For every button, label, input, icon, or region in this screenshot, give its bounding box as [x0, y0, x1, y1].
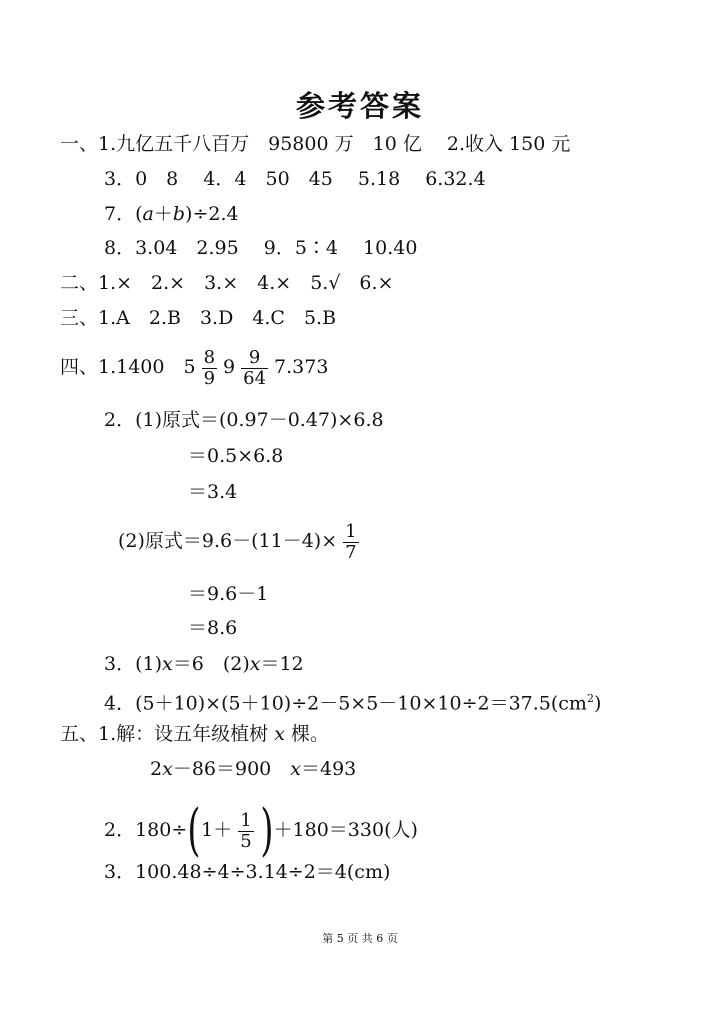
fraction-numerator: 9	[241, 348, 268, 369]
s5-line-3	[104, 798, 418, 863]
fraction-denominator: 5	[240, 830, 252, 852]
s5-line-2-e: ＝493	[300, 758, 357, 780]
s4-line-4-text: ＝3.4	[188, 481, 238, 503]
fraction-numerator: 1	[345, 520, 357, 542]
s5-line-1-a: 五、1.解：设五年级植树	[60, 723, 269, 745]
var-x: x	[162, 758, 173, 780]
left-paren: (	[187, 798, 201, 863]
s4-line-1-a: 四、1.1400 5	[60, 356, 196, 378]
s1-line-2	[104, 165, 486, 193]
s4-line-8-a: 3．(1)	[104, 653, 163, 675]
s4-line-6-text: ＝9.6－1	[188, 583, 269, 605]
s1-line-4	[104, 234, 417, 262]
page-footer: 第 5 页 共 6 页	[322, 932, 398, 945]
page-title: 参考答案	[295, 89, 424, 123]
fraction-denominator: 7	[345, 541, 357, 563]
s4-line-8	[104, 650, 304, 678]
s1-line-3	[104, 200, 239, 228]
s2-line-1	[60, 269, 393, 297]
s4-line-5	[118, 520, 365, 563]
s1-line-3-c: ＋	[153, 203, 173, 225]
s4-line-1-b: 9	[223, 356, 236, 378]
s3-line-1	[60, 304, 336, 332]
superscript: 2	[586, 692, 594, 705]
s4-line-1-c: 7.373	[274, 356, 329, 378]
s1-line-3-e: )÷2.4	[185, 203, 239, 225]
s4-line-8-e: ＝12	[260, 653, 304, 675]
s4-line-9-a: 4．(5＋10)×(5＋10)÷2－5×5－10×10÷2＝37.5(cm	[104, 692, 587, 715]
s1-line-1-text: 一、1.九亿五千八百万 95800 万 10 亿 2.收入 150 元	[60, 133, 571, 155]
s4-line-1	[60, 346, 328, 389]
fraction-9-64	[241, 348, 268, 389]
s4-line-2	[104, 406, 384, 434]
s5-line-1-c: 棵。	[290, 723, 329, 745]
s5-line-3-c: ＋180＝330(人)	[273, 819, 418, 841]
fraction-denominator: 9	[203, 367, 216, 389]
fraction-1-5	[238, 811, 253, 852]
fraction-denominator: 64	[243, 367, 267, 389]
var-x: x	[290, 758, 301, 780]
s4-line-7-text: ＝8.6	[188, 617, 238, 639]
var-x: x	[162, 653, 173, 675]
s4-line-8-c: ＝6 (2)	[172, 653, 250, 675]
s5-line-2-c: －86＝900	[172, 758, 291, 780]
s4-line-6	[188, 580, 268, 608]
s3-line-1-text: 三、1.A 2.B 3.D 4.C 5.B	[60, 307, 337, 329]
var-b: b	[172, 203, 186, 225]
s4-line-4	[188, 478, 237, 506]
s5-line-4-text: 3．100.48÷4÷3.14÷2＝4(cm)	[104, 861, 391, 883]
s1-line-1	[60, 130, 570, 158]
s4-line-2-text: 2．(1)原式＝(0.97－0.47)×6.8	[104, 409, 384, 431]
s2-line-1-text: 二、1.× 2.× 3.× 4.× 5.√ 6.×	[60, 272, 394, 294]
s5-line-3-a: 2．180÷	[104, 819, 188, 841]
s4-line-3-text: ＝0.5×6.8	[188, 445, 284, 467]
s5-line-1	[60, 720, 329, 748]
s5-line-3-b: 1＋	[201, 819, 233, 841]
s4-line-9-b: )	[593, 692, 602, 715]
s4-line-3	[188, 442, 283, 470]
s5-line-2	[150, 755, 356, 783]
s5-line-2-a: 2	[150, 758, 163, 780]
fraction-1-7	[343, 522, 358, 563]
s5-line-4	[104, 858, 390, 886]
s4-line-5-a: (2)原式＝9.6－(11－4)×	[118, 530, 338, 552]
var-x: x	[249, 653, 261, 675]
s1-line-3-a: 7．(	[104, 203, 143, 225]
s1-line-2-text: 3．0 8 4．4 50 45 5.18 6.32.4	[104, 168, 486, 190]
fraction-8-9	[202, 348, 217, 389]
right-paren: )	[260, 798, 274, 863]
s4-line-7	[188, 614, 237, 642]
s4-line-9	[104, 685, 601, 717]
fraction-numerator: 1	[240, 809, 252, 831]
s1-line-4-text: 8．3.04 2.95 9．5∶4 10.40	[104, 237, 418, 259]
var-x: x	[274, 723, 285, 745]
var-a: a	[142, 203, 154, 225]
fraction-numerator: 8	[203, 346, 216, 368]
